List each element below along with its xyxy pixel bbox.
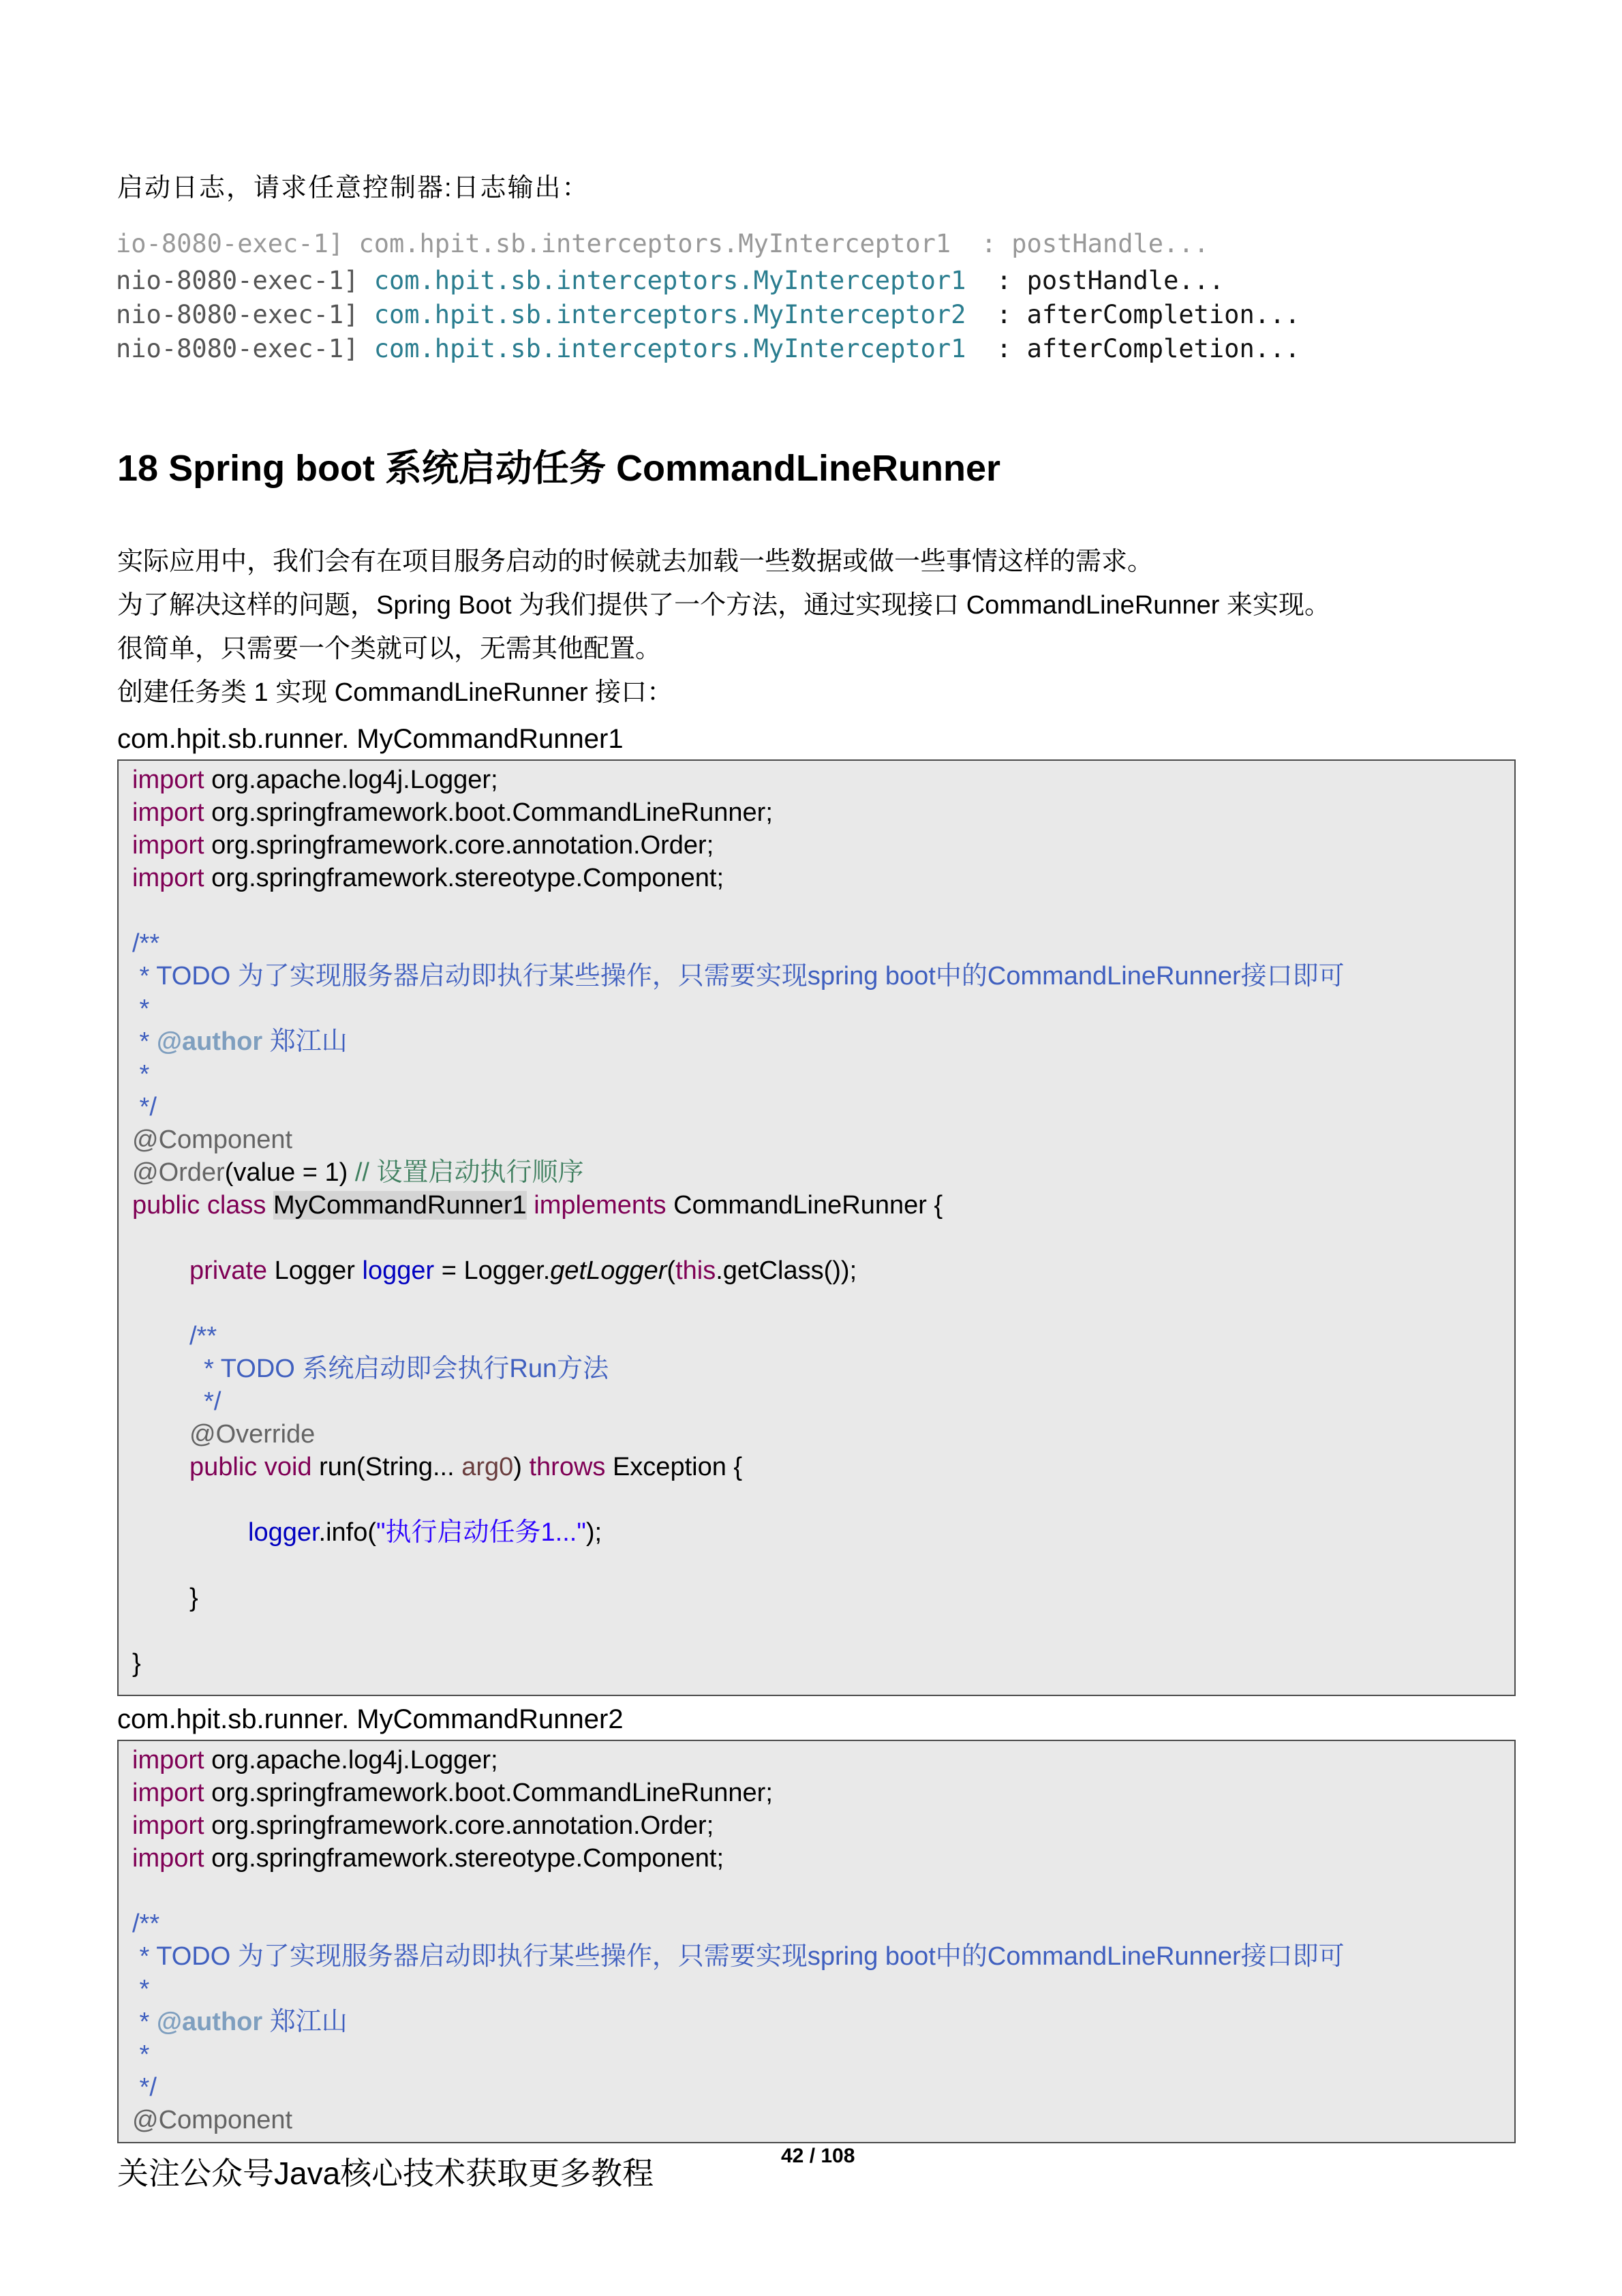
package-label-1: com.hpit.sb.runner. MyCommandRunner1 [117,724,624,754]
page-number: 42 / 108 [781,2145,855,2167]
log-line: nio-8080-exec-1] com.hpit.sb.interceptors.MyInterceptor2 : afterCompletion... [116,300,1300,329]
code-line: import org.springframework.core.annotation.Order; [132,1811,714,1840]
code-line: * TODO 系统启动即会执行Run方法 [189,1355,609,1383]
paragraph: 实际应用中，我们会有在项目服务启动的时候就去加载一些数据或做一些事情这样的需求。 [117,547,1154,576]
code-line: * @author 郑江山 [132,2008,348,2036]
code-line: * TODO 为了实现服务器启动即执行某些操作，只需要实现spring boot中的CommandLineRunner接口即可 [132,1942,1345,1971]
footer-text: 关注公众号Java核心技术获取更多教程 [117,2156,654,2191]
log-line: nio-8080-exec-1] com.hpit.sb.interceptors.MyInterceptor1 : postHandle... [116,266,1225,295]
code-line: import org.apache.log4j.Logger; [132,766,498,794]
code-line: import org.springframework.boot.CommandLineRunner; [132,1779,773,1807]
code-line: @Component [132,1126,293,1154]
log-line: nio-8080-exec-1] com.hpit.sb.interceptors.MyInterceptor1 : afterCompletion... [116,334,1300,363]
code-line: import org.springframework.core.annotation.Order; [132,831,714,860]
code-line: @Order(value = 1) // 设置启动执行顺序 [132,1158,584,1187]
code-line: * [132,1975,150,2004]
code-line: */ [189,1387,221,1416]
code-line: import org.springframework.boot.CommandLineRunner; [132,798,773,827]
code-line: @Component [132,2106,293,2134]
code-line: /** [189,1322,217,1350]
code-line: * TODO 为了实现服务器启动即执行某些操作，只需要实现spring boot中的CommandLineRunner接口即可 [132,962,1345,991]
code-line: * [132,1060,150,1089]
code-line: import org.springframework.stereotype.Component; [132,864,724,892]
code-line: * @author 郑江山 [132,1027,348,1056]
code-line: } [132,1649,141,1678]
code-line: logger.info("执行启动任务1..."); [248,1518,602,1547]
code-line: import org.springframework.stereotype.Component; [132,1844,724,1873]
code-line: */ [132,2073,157,2102]
code-line: public class MyCommandRunner1 implements CommandLineRunner { [132,1191,943,1220]
log-output-image [116,229,1300,376]
paragraph: 创建任务类 1 实现 CommandLineRunner 接口： [117,678,673,707]
paragraph: 为了解决这样的问题，Spring Boot 为我们提供了一个方法，通过实现接口 CommandLineRunner 来实现。 [117,591,1331,620]
code-block-1 [117,759,1516,1696]
code-line: /** [132,929,160,958]
section-heading: 18 Spring boot 系统启动任务 CommandLineRunner [117,448,1001,489]
code-line: import org.apache.log4j.Logger; [132,1746,498,1774]
log-cut-line-top: io-8080-exec-1] com.hpit.sb.interceptors.MyInterceptor1 : postHandle... [116,229,1209,258]
code-line: * [132,995,150,1023]
intro-text: 启动日志，请求任意控制器:日志输出： [117,174,590,202]
code-line: public void run(String... arg0) throws Exception { [189,1453,743,1481]
code-line: */ [132,1093,157,1121]
paragraph: 很简单，只需要一个类就可以，无需其他配置。 [117,635,662,663]
package-label-2: com.hpit.sb.runner. MyCommandRunner2 [117,1704,624,1734]
code-line: @Override [189,1420,316,1449]
code-line: private Logger logger = Logger.getLogger(this.getClass()); [189,1256,857,1285]
code-block-2 [117,1740,1516,2143]
code-line: * [132,2040,150,2069]
code-line: } [189,1584,198,1612]
code-line: /** [132,1909,160,1938]
